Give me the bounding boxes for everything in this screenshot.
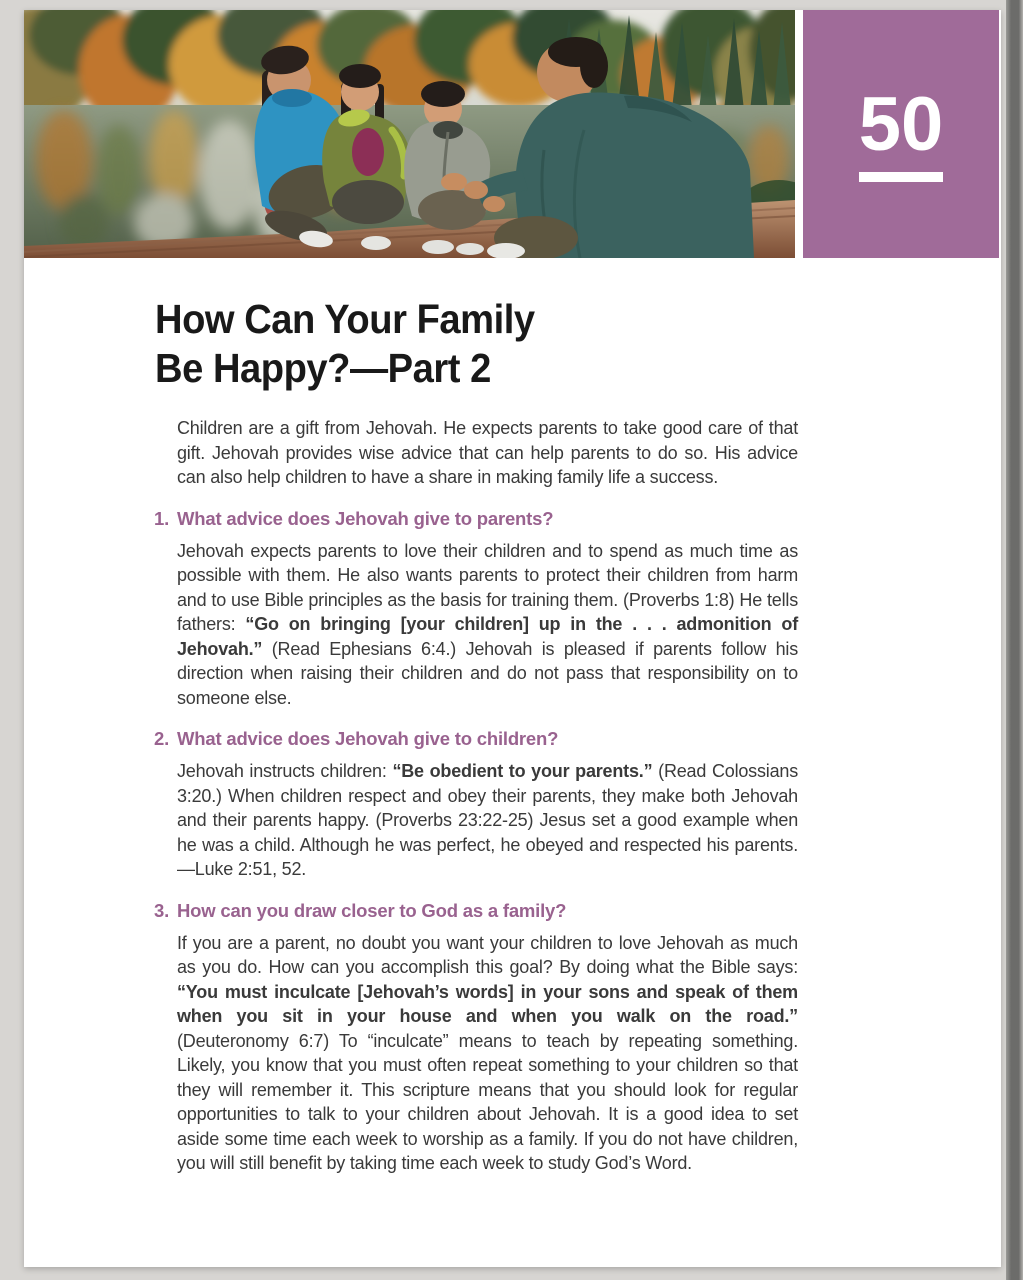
question-number: 3. <box>154 899 170 921</box>
question-text: How can you draw closer to God as a family? <box>177 899 567 921</box>
lesson-number-badge <box>803 10 999 258</box>
document-page <box>24 10 1001 1267</box>
lesson-number: 50 <box>858 81 944 167</box>
study-paragraph <box>177 759 798 882</box>
title-line-2: Be Happy?—Part 2 <box>155 345 491 391</box>
text-segment: (Read Colossians 3:20.) When children respect and obey their parents, they make both Jehovah and their parents happy. (Proverbs 23:22-25) Jesus set a good example when he was a child. Although he was perfect, he obeyed and respected his parents.—Luke 2:51, 52. <box>177 761 798 879</box>
text-segment: Jehovah expects parents to love their children and to spend as much time as possible with them. He also wants parents to protect their children from harm and to use Bible principles as the basis for training them. (Proverbs 1:8) He tells fathers: <box>177 540 798 634</box>
title-line-1: How Can Your Family <box>155 296 535 342</box>
study-sections <box>154 507 798 1176</box>
scripture-quote-bold: “You must inculcate [Jehovah’s words] in your sons and speak of them when you sit in your house and when you walk on the road.” <box>177 981 798 1026</box>
question-number: 2. <box>154 728 170 749</box>
study-paragraph <box>177 931 798 1176</box>
study-section <box>154 727 798 882</box>
study-section <box>154 507 798 711</box>
question-text: What advice does Jehovah give to children? <box>177 728 559 749</box>
intro-paragraph <box>177 416 798 490</box>
page-header <box>24 10 1001 258</box>
study-question <box>154 727 798 751</box>
lesson-number-underline <box>859 172 943 182</box>
text-segment: If you are a parent, no doubt you want your children to love Jehovah as much as you do. How can you accomplish this goal? By doing what the Bible says: <box>177 932 798 977</box>
text-segment: Jehovah instructs children: <box>177 761 393 781</box>
study-question <box>154 899 798 923</box>
text-segment: Children are a gift from Jehovah. He expects parents to take good care of that gift. Jehovah provides wise advice that can help parents to do so. His advice can also help children to have a share in making family life a success. <box>177 418 798 487</box>
text-segment: (Deuteronomy 6:7) To “inculcate” means to teach by repeating something. Likely, you know that you must often repeat something to your children so that they will remember it. This scripture means that you should look for regular opportunities to talk to your children about Jehovah. It is a good idea to set aside some time each week to worship as a family. If you do not have children, you will still benefit by taking time each week to study God’s Word. <box>177 1030 798 1173</box>
study-question <box>154 507 798 531</box>
lesson-content <box>24 416 1001 1176</box>
question-text: What advice does Jehovah give to parents? <box>177 507 554 529</box>
family-lakeside-photo <box>24 10 795 258</box>
scripture-quote-bold: “Go on bringing [your children] up in the . . . admonition of Jehovah.” <box>177 614 798 659</box>
page-edge-shadow <box>1006 0 1023 1280</box>
scripture-quote-bold: “Be obedient to your parents.” <box>392 761 653 781</box>
text-segment: (Read Ephesians 6:4.) Jehovah is pleased if parents follow his direction when raising their children and do not pass that responsibility on to someone else. <box>177 638 798 708</box>
study-section <box>154 899 798 1176</box>
study-paragraph <box>177 539 798 711</box>
question-number: 1. <box>154 507 170 529</box>
page-title <box>24 295 1001 393</box>
